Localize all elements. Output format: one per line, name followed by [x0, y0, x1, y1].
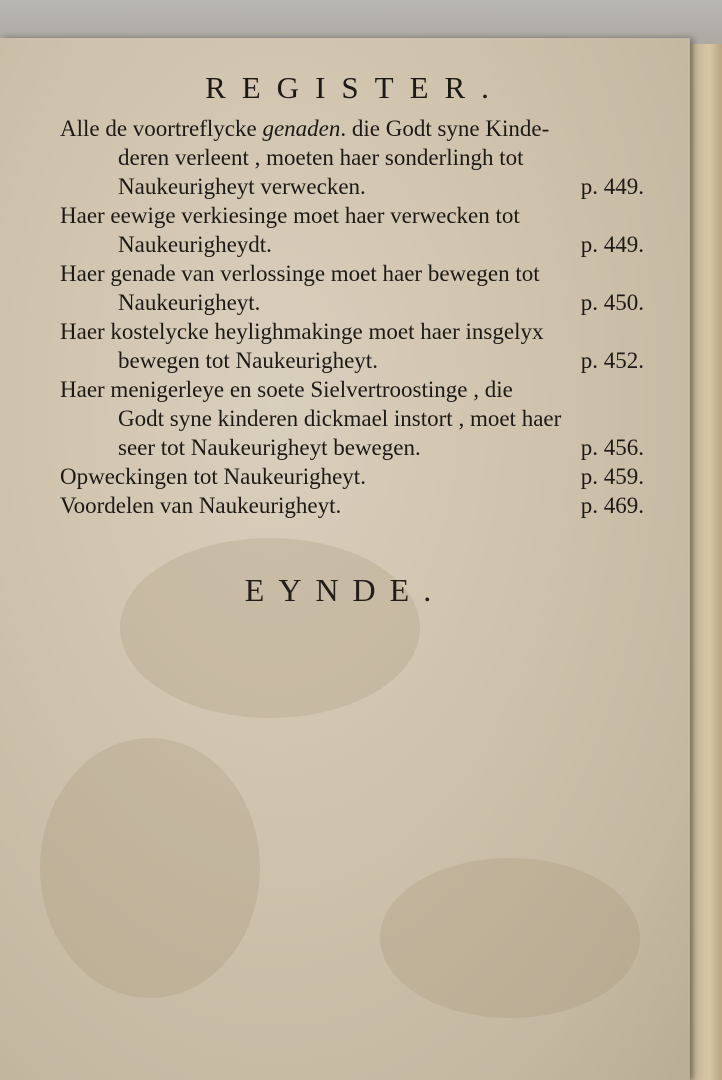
entry-text: deren verleent , moeten haer sonderlingh tot	[118, 145, 524, 170]
page-title: REGISTER.	[205, 70, 505, 105]
page-reference: p. 456.	[580, 435, 644, 460]
entry-text: . die Godt syne Kinde-	[340, 116, 550, 141]
end-text: EYNDE.	[244, 572, 446, 608]
entry-text-italic: genaden	[262, 116, 341, 141]
register-entry	[60, 114, 650, 201]
entry-text: bewegen tot Naukeurigheyt.	[118, 348, 378, 373]
register-entry	[60, 491, 650, 520]
register-entry	[60, 259, 650, 317]
entry-text: Godt syne kinderen dickmael instort , moet haer	[118, 406, 562, 431]
register-entry	[60, 201, 650, 259]
register-entry	[60, 375, 650, 462]
entry-text: Opweckingen tot Naukeurigheyt.	[60, 464, 366, 489]
paper-stain	[40, 738, 260, 998]
entry-text: Naukeurigheyt.	[118, 290, 261, 315]
paper-stain	[120, 538, 420, 718]
entry-text: Naukeurigheyt verwecken.	[118, 174, 366, 199]
entry-text: Voordelen van Naukeurigheyt.	[60, 493, 342, 518]
page-reference: p. 469.	[580, 493, 644, 518]
page-reference: p. 452.	[580, 348, 644, 373]
entry-text: Haer genade van verlossinge moet haer bewegen tot	[60, 261, 540, 286]
page-reference: p. 450.	[580, 290, 644, 315]
page-reference: p. 459.	[580, 464, 644, 489]
register-content	[60, 70, 650, 520]
entry-text: Haer menigerleye en soete Sielvertroostinge , die	[60, 377, 513, 402]
page-reference: p. 449.	[580, 232, 644, 257]
register-entry	[60, 317, 650, 375]
entry-text: Haer kostelycke heylighmakinge moet haer insgelyx	[60, 319, 544, 344]
entry-text: Haer eewige verkiesinge moet haer verwecken tot	[60, 203, 520, 228]
entry-text: Alle de voortreflycke	[60, 116, 263, 141]
page-reference: p. 449.	[580, 174, 644, 199]
entry-text: seer tot Naukeurigheyt bewegen.	[118, 435, 421, 460]
entry-text: Naukeurigheydt.	[118, 232, 272, 257]
paper-stain	[380, 858, 640, 1018]
register-entry	[60, 462, 650, 491]
